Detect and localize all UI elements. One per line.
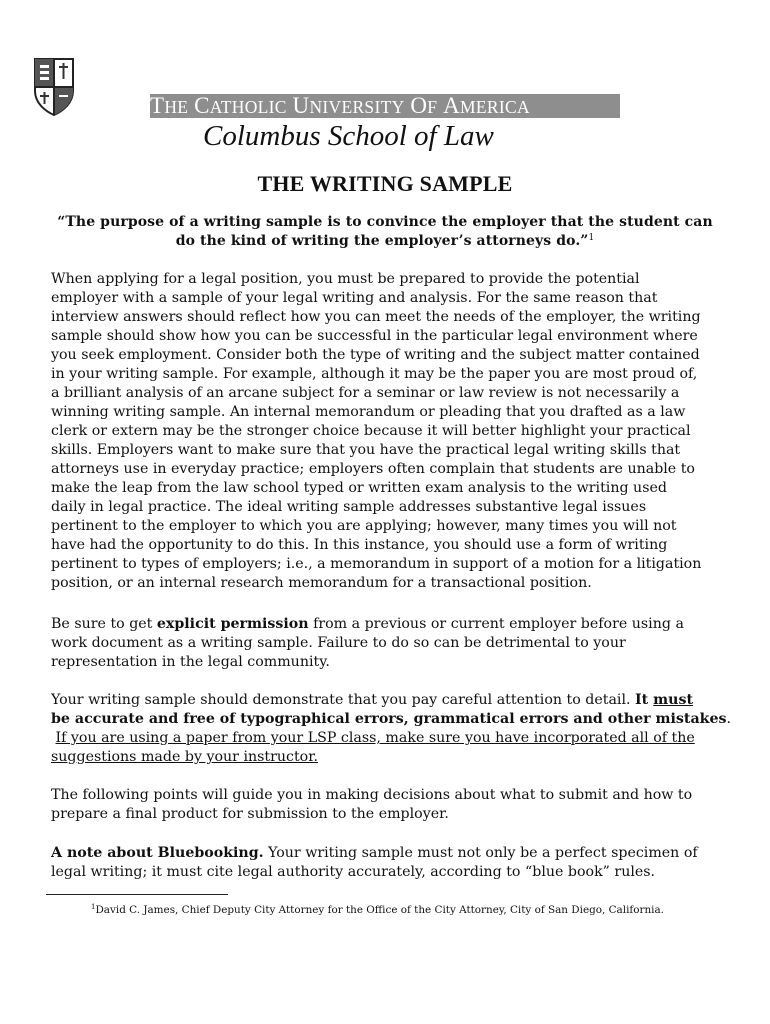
paragraph-intro — [51, 270, 721, 593]
footnote-reference: 1 — [588, 233, 595, 243]
paragraph-bluebooking — [51, 844, 721, 882]
footnote-divider — [46, 894, 228, 895]
underlined-instruction: suggestions made by your instructor. — [51, 749, 318, 765]
text-line: When applying for a legal position, you must be prepared to provide the potential — [51, 271, 640, 287]
text-line: skills. Employers want to make sure that you have the practical legal writing skills that — [51, 442, 681, 458]
emphasis-explicit-permission: explicit permission — [156, 616, 309, 632]
bluebooking-heading: A note about Bluebooking. — [51, 845, 264, 861]
text-line — [51, 710, 732, 729]
text-line: work document as a writing sample. Failure to do so can be detrimental to your — [51, 635, 626, 651]
text-line: interview answers should reflect how you can meet the needs of the employer, the writing — [51, 309, 701, 325]
footnote — [91, 903, 664, 917]
document-title: THE WRITING SAMPLE — [257, 171, 513, 196]
text-run: . — [726, 711, 732, 727]
law-school-name: Columbus School of Law — [203, 120, 494, 152]
paragraph-permission — [51, 615, 721, 672]
text-line: representation in the legal community. — [51, 654, 330, 670]
emphasis-it: It — [635, 692, 654, 708]
footnote-marker: 1 — [91, 903, 96, 911]
text-line: employer with a sample of your legal writing and analysis. For the same reason that — [51, 290, 658, 306]
text-line: pertinent to the employer to which you are applying; however, many times you will not — [51, 518, 677, 534]
paragraph-guidance — [51, 786, 721, 824]
university-shield-crest-icon — [33, 57, 75, 117]
text-line: you seek employment. Consider both the type of writing and the subject matter contained — [51, 347, 700, 363]
text-line: attorneys use in everyday practice; employers often complain that students are unable to — [51, 461, 695, 477]
text-line: position, or an internal research memorandum for a transactional position. — [51, 575, 592, 591]
text-line: make the leap from the law school typed or written exam analysis to the writing used — [51, 480, 667, 496]
emphasis-must: must — [653, 692, 694, 708]
text-line: winning writing sample. An internal memorandum or pleading that you drafted as a law — [51, 404, 686, 420]
text-line: in your writing sample. For example, although it may be the paper you are most proud of, — [51, 366, 698, 382]
text-line: pertinent to types of employers; i.e., a memorandum in support of a motion for a litigation — [51, 556, 702, 572]
text-run: Your writing sample should demonstrate that you pay careful attention to detail. — [51, 692, 636, 708]
quote-text: “The purpose of a writing sample is to convince the employer that the student can do the kind of writing the employer’s attorneys do.” — [57, 214, 713, 249]
text-run: Be sure to get — [51, 616, 157, 632]
text-line: legal writing; it must cite legal authority accurately, according to “blue book” rules. — [51, 864, 656, 880]
text-run: Your writing sample must not only be a perfect specimen of — [263, 845, 698, 861]
footnote-text: David C. James, Chief Deputy City Attorney for the Office of the City Attorney, City of San Diego, California. — [95, 904, 664, 916]
underlined-instruction: If you are using a paper from your LSP class, make sure you have incorporated all of the — [55, 730, 695, 746]
paragraph-accuracy — [51, 691, 732, 767]
university-name-banner — [150, 94, 620, 118]
text-line — [51, 748, 721, 767]
text-line: The following points will guide you in making decisions about what to submit and how to — [51, 787, 693, 803]
opening-quote — [52, 213, 718, 251]
text-line: a brilliant analysis of an arcane subject for a seminar or law review is not necessarily a — [51, 385, 680, 401]
text-line — [51, 615, 721, 634]
text-line — [51, 729, 721, 748]
text-line — [51, 844, 721, 863]
text-line: clerk or extern may be the stronger choice because it will better highlight your practical — [51, 423, 691, 439]
university-name: THE CATHOLIC UNIVERSITY OF AMERICA — [150, 93, 530, 118]
text-line — [51, 691, 721, 710]
text-line: prepare a final product for submission to the employer. — [51, 806, 449, 822]
text-line: daily in legal practice. The ideal writing sample addresses substantive legal issues — [51, 499, 647, 515]
text-run: from a previous or current employer before using a — [308, 616, 684, 632]
emphasis-accuracy: be accurate and free of typographical errors, grammatical errors and other mistakes — [51, 711, 727, 727]
text-line: have had the opportunity to do this. In this instance, you should use a form of writing — [51, 537, 668, 553]
text-line: sample should show how you can be successful in the particular legal environment where — [51, 328, 698, 344]
